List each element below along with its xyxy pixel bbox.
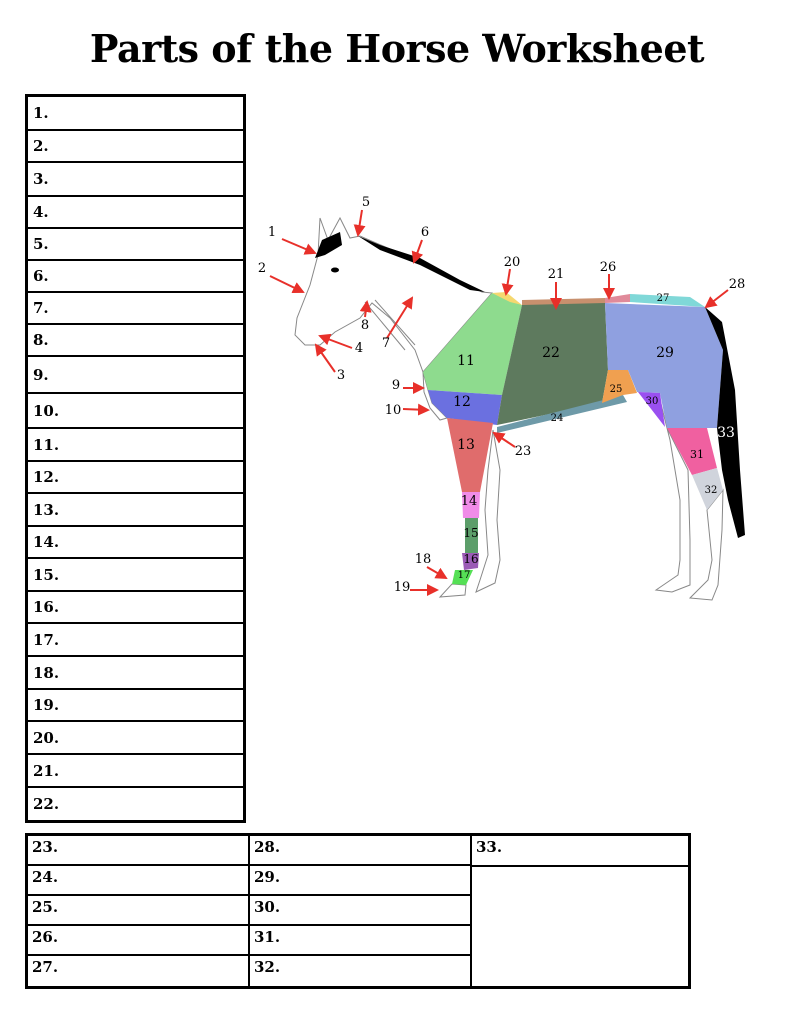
region-label-30: 30	[645, 396, 659, 407]
region-label-31: 31	[690, 448, 704, 461]
callout-label-23: 23	[514, 444, 532, 459]
answer-cell[interactable]: 27.	[32, 958, 59, 977]
callout-label-2: 2	[257, 261, 267, 276]
region-label-17: 17	[457, 570, 471, 581]
callout-label-4: 4	[354, 341, 364, 356]
region-label-25: 25	[609, 384, 623, 395]
region-label-27: 27	[656, 293, 670, 304]
callout-label-3: 3	[336, 368, 346, 383]
answer-cell[interactable]: 26.	[28, 926, 248, 956]
answer-number: 21.	[33, 761, 60, 780]
arrow-2	[270, 276, 303, 292]
answer-cell[interactable]: 23.	[28, 836, 248, 866]
answer-number: 10.	[33, 401, 60, 420]
answer-number: 5.	[33, 235, 49, 253]
answer-number: 15.	[33, 565, 60, 584]
answer-number: 20.	[33, 728, 60, 747]
region-label-11: 11	[457, 353, 475, 369]
answer-number: 9.	[33, 365, 49, 384]
region-label-22: 22	[542, 345, 560, 361]
answer-number: 13.	[33, 500, 60, 519]
answer-number: 8.	[33, 331, 49, 349]
answer-number: 17.	[33, 630, 60, 649]
arrow-5	[358, 210, 362, 235]
answer-cell[interactable]: 24.	[28, 866, 248, 896]
region-label-13: 13	[457, 437, 475, 453]
callout-label-18: 18	[414, 552, 432, 567]
callout-label-28: 28	[728, 277, 746, 292]
callout-label-9: 9	[391, 378, 401, 393]
region-label-32: 32	[704, 485, 718, 496]
arrow-23	[494, 433, 515, 447]
callout-label-20: 20	[503, 255, 521, 270]
region-13	[447, 418, 493, 492]
region-29	[605, 303, 723, 428]
answer-cell[interactable]: 32.	[254, 958, 281, 977]
callout-label-8: 8	[360, 318, 370, 333]
arrow-10	[403, 409, 428, 410]
callout-label-6: 6	[420, 225, 430, 240]
callout-label-19: 19	[393, 580, 411, 595]
arrow-28	[706, 290, 728, 307]
arrow-20	[506, 269, 510, 294]
region-label-12: 12	[453, 394, 471, 410]
page-title: Parts of the Horse Worksheet	[89, 26, 705, 71]
arrow-1	[282, 239, 315, 253]
answer-number: 2.	[33, 137, 49, 155]
arrow-3	[316, 345, 335, 372]
answer-number: 6.	[33, 267, 49, 285]
answer-number: 22.	[33, 795, 60, 813]
answer-cell[interactable]: 33.	[472, 836, 688, 867]
answer-number: 12.	[33, 468, 60, 486]
answer-cell[interactable]: 30.	[250, 896, 470, 926]
answer-number: 3.	[33, 170, 49, 188]
callout-label-21: 21	[547, 267, 565, 282]
callout-label-1: 1	[267, 225, 277, 240]
answer-cell[interactable]: 29.	[250, 866, 470, 896]
answer-number: 1.	[33, 104, 49, 122]
answer-number: 19.	[33, 696, 60, 714]
region-label-29: 29	[656, 345, 674, 361]
answer-number: 4.	[33, 203, 49, 221]
callout-label-10: 10	[384, 403, 402, 418]
region-label-24: 24	[550, 413, 564, 424]
answer-cell[interactable]: 28.	[250, 836, 470, 866]
answer-number: 16.	[33, 598, 60, 616]
region-label-14: 14	[460, 494, 478, 509]
answer-number: 7.	[33, 299, 49, 317]
region-label-33: 33	[717, 425, 735, 441]
callout-label-7: 7	[381, 336, 391, 351]
eye-icon	[331, 268, 339, 273]
callout-label-5: 5	[361, 195, 371, 210]
answer-number: 18.	[33, 663, 60, 682]
answer-cell[interactable]: 31.	[250, 926, 470, 956]
answer-cell[interactable]: 25.	[28, 896, 248, 926]
region-label-16: 16	[463, 552, 479, 566]
arrow-18	[427, 567, 446, 578]
answer-number: 11.	[33, 435, 60, 454]
region-label-15: 15	[463, 526, 479, 540]
callout-label-26: 26	[599, 260, 617, 275]
arrow-4	[320, 336, 352, 348]
answer-number: 14.	[33, 533, 60, 551]
